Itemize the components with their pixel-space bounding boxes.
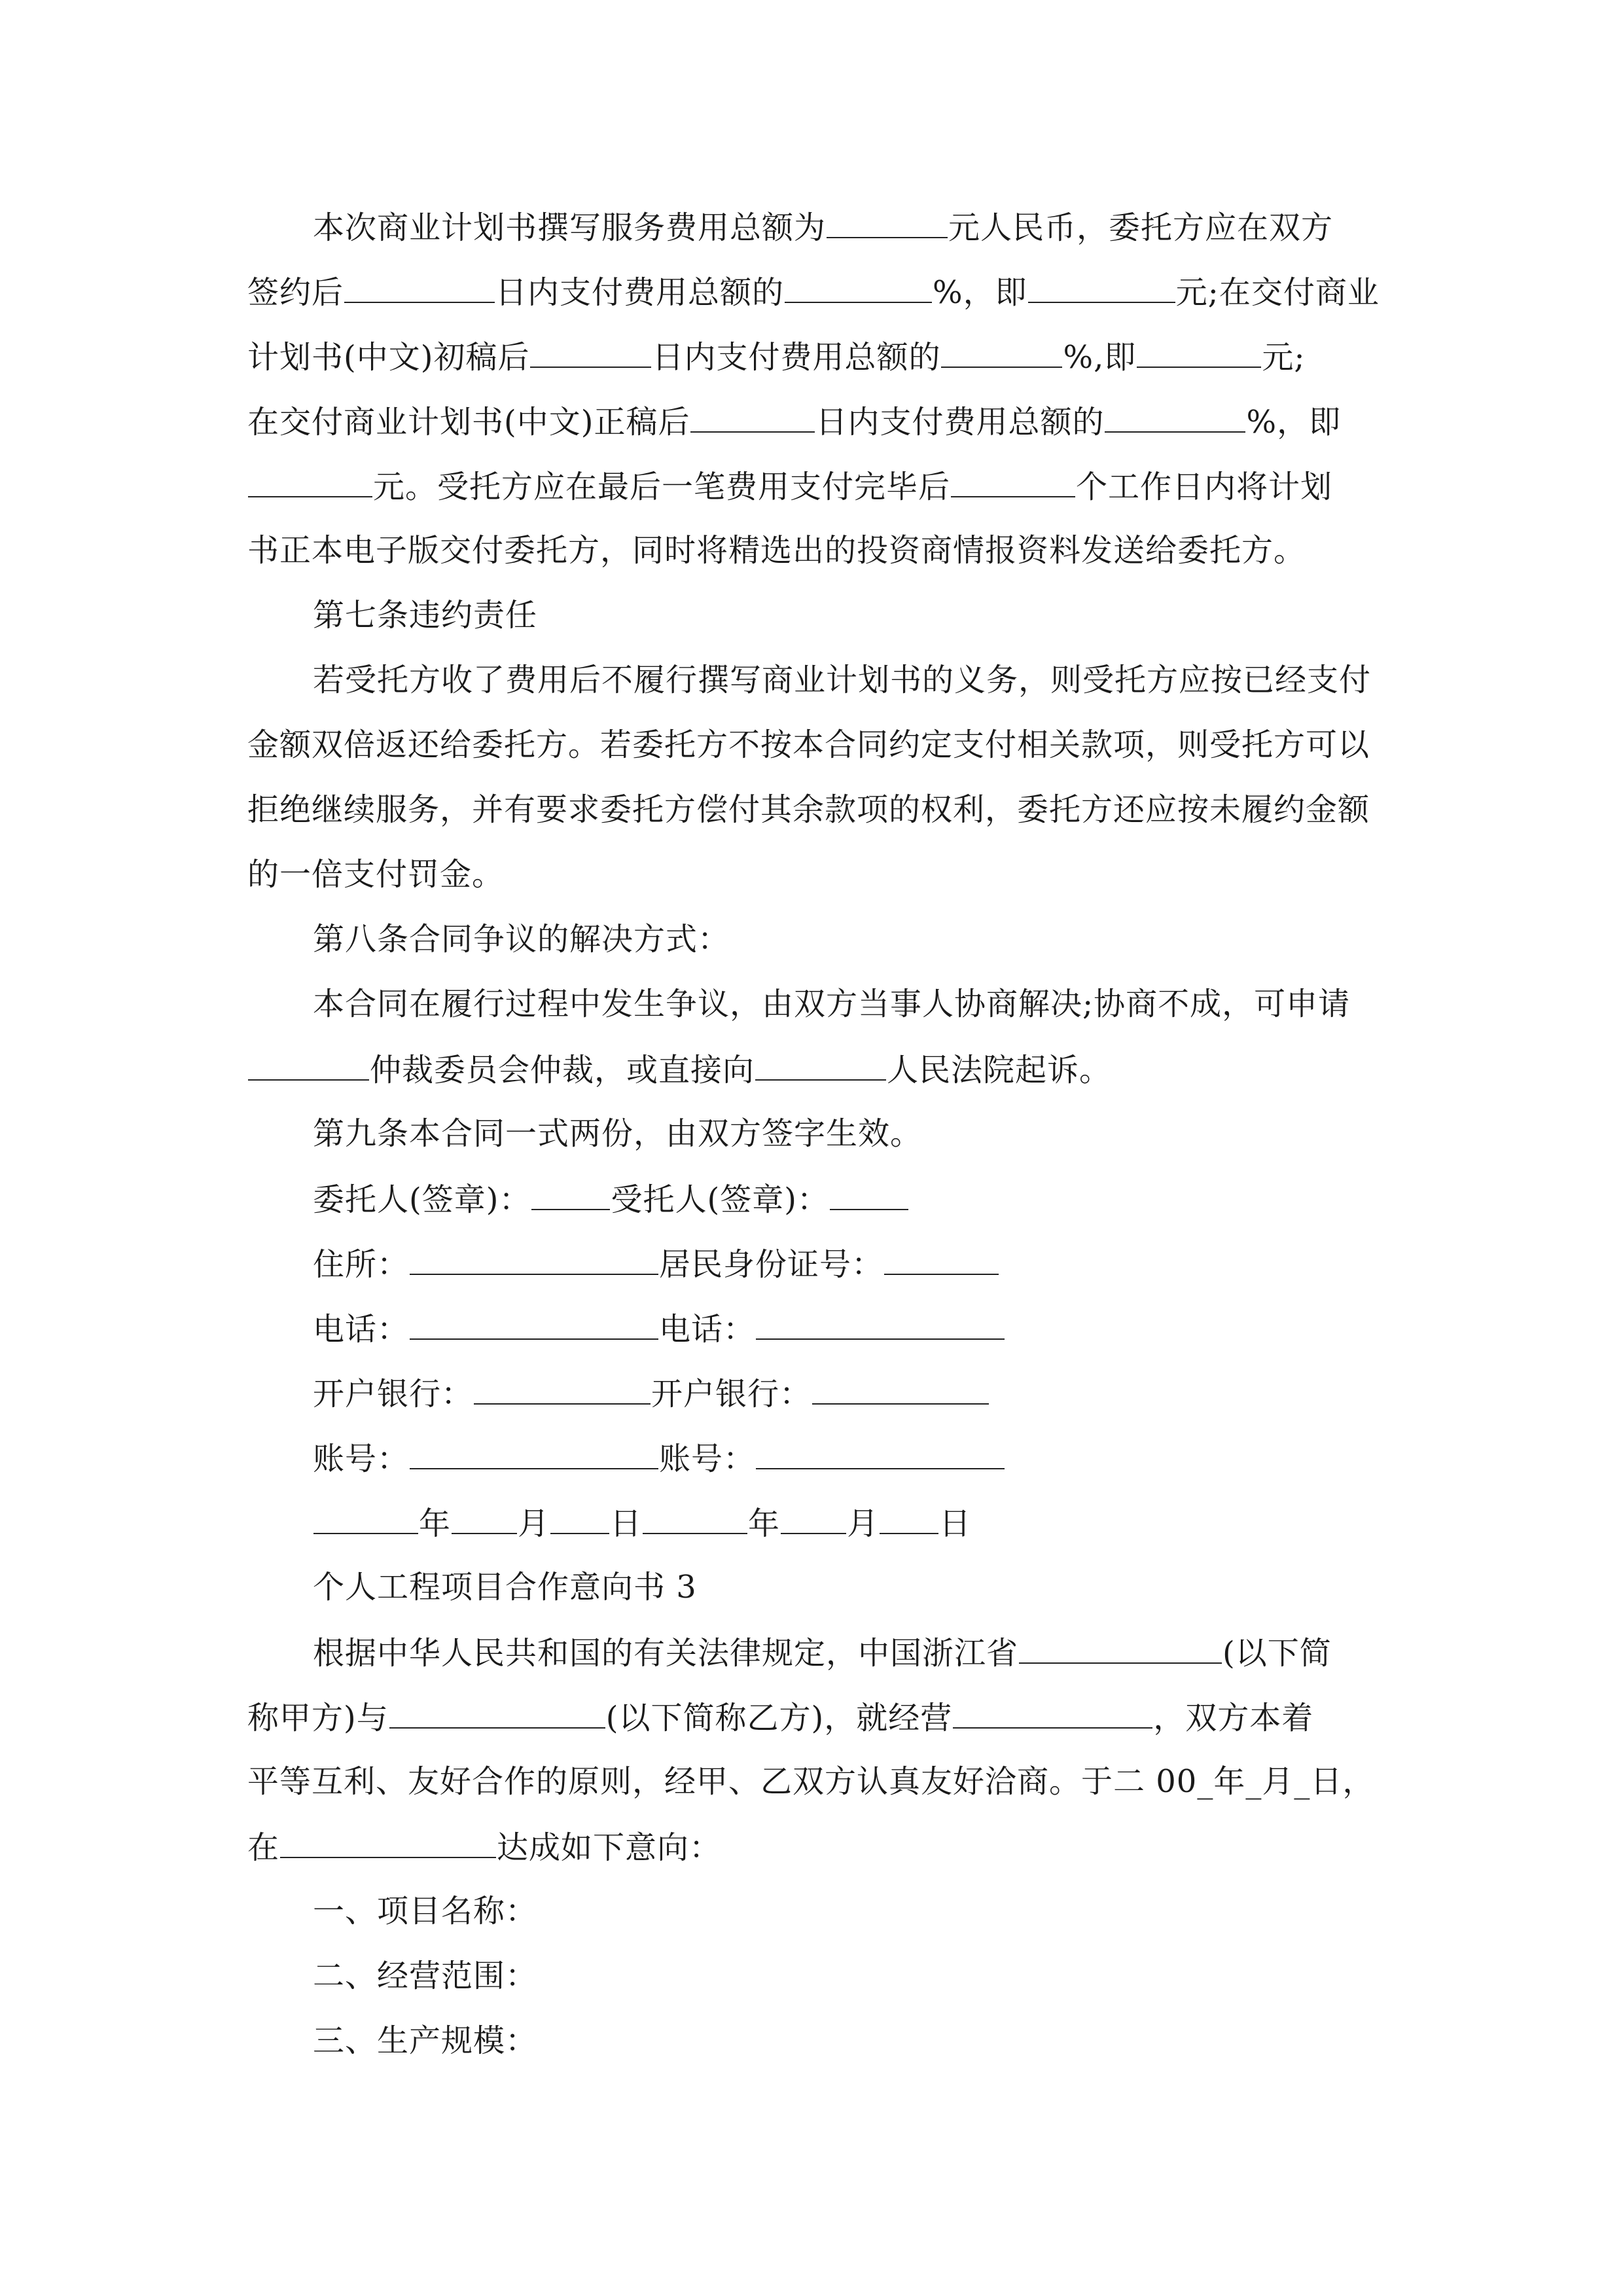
article-8-title: 第八条合同争议的解决方式： xyxy=(313,921,730,958)
item-production-scale: 三、生产规模： xyxy=(313,2022,538,2059)
sign-line-date: 年 月 日 年 月 日 xyxy=(313,1503,1445,1543)
article-9: 第九条本合同一式两份，由双方签字生效。 xyxy=(313,1115,923,1152)
article-7-title: 第七条违约责任 xyxy=(313,597,538,634)
article-8-line-2: 仲裁委员会仲裁，或直接向 人民法院起诉。 xyxy=(247,1049,1380,1090)
fee-line-5: 元。受托方应在最后一笔费用支付完毕后 个工作日内将计划 xyxy=(247,466,1380,507)
item-business-scope: 二、经营范围： xyxy=(313,1958,538,1994)
fee-line-3: 计划书(中文)初稿后 日内支付费用总额的 %,即 元; xyxy=(247,336,1380,377)
fee-line-6: 书正本电子版交付委托方，同时将精选出的投资商情报资料发送给委托方。 xyxy=(247,532,1306,569)
fee-line-1: 本次商业计划书撰写服务费用总额为 元人民币，委托方应在双方 xyxy=(313,207,1445,247)
intro-line-4: 在 达成如下意向： xyxy=(247,1827,1380,1867)
heading-3: 个人工程项目合作意向书 3 xyxy=(313,1569,697,1605)
sign-line-address: 住所： 居民身份证号： xyxy=(313,1244,1445,1284)
article-7-line-4: 的一倍支付罚金。 xyxy=(247,856,505,893)
fee-line-4: 在交付商业计划书(中文)正稿后 日内支付费用总额的 %，即 xyxy=(247,401,1380,442)
article-7-line-3: 拒绝继续服务，并有要求委托方偿付其余款项的权利，委托方还应按未履约金额 xyxy=(247,791,1370,828)
article-7-line-2: 金额双倍返还给委托方。若委托方不按本合同约定支付相关款项，则受托方可以 xyxy=(247,726,1370,763)
intro-line-2: 称甲方)与 (以下简称乙方)，就经营 ，双方本着 xyxy=(247,1697,1380,1738)
fee-line-2: 签约后 日内支付费用总额的 %，即 元;在交付商业 xyxy=(247,272,1380,312)
sign-line-parties: 委托人(签章)： 受托人(签章)： xyxy=(313,1179,1445,1219)
intro-line-1: 根据中华人民共和国的有关法律规定，中国浙江省 (以下简 xyxy=(313,1632,1445,1673)
sign-line-account: 账号： 账号： xyxy=(313,1438,1445,1479)
article-7-line-1: 若受托方收了费用后不履行撰写商业计划书的义务，则受托方应按已经支付 xyxy=(313,662,1372,698)
sign-line-phone: 电话： 电话： xyxy=(313,1308,1445,1349)
sign-line-bank: 开户银行： 开户银行： xyxy=(313,1373,1445,1414)
item-project-name: 一、项目名称： xyxy=(313,1893,538,1929)
article-8-line-1: 本合同在履行过程中发生争议，由双方当事人协商解决;协商不成，可申请 xyxy=(313,986,1351,1022)
intro-line-3: 平等互利、友好合作的原则，经甲、乙双方认真友好洽商。于二 00_年_月_日， xyxy=(247,1763,1375,1800)
